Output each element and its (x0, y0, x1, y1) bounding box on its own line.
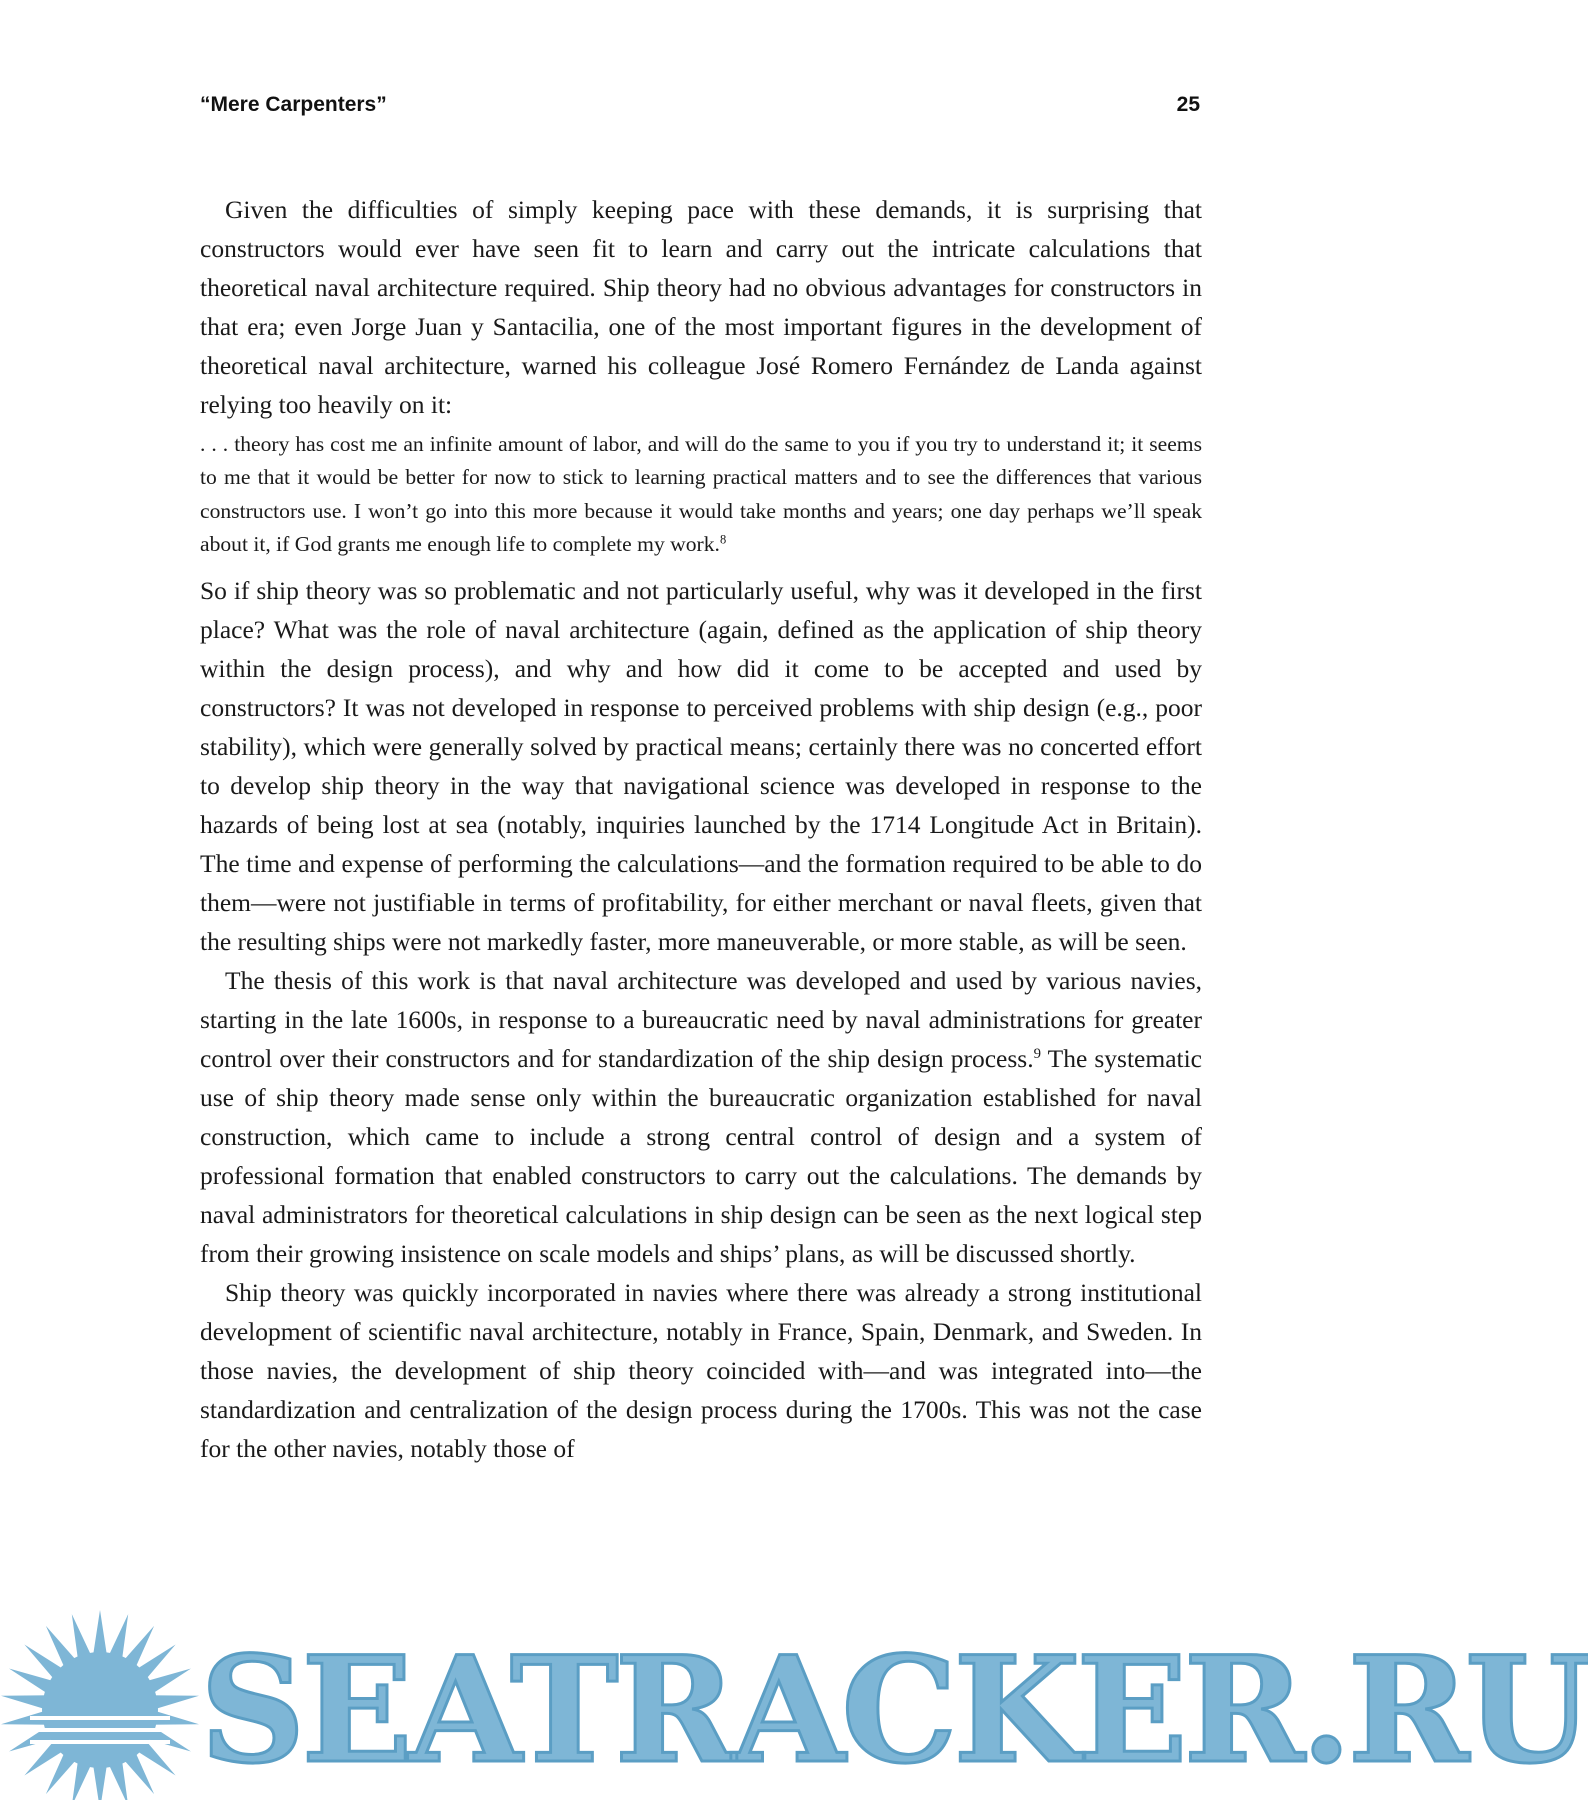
page-number: 25 (1176, 93, 1200, 116)
footnote-ref-9[interactable]: 9 (1033, 1045, 1041, 1062)
running-head (200, 93, 1200, 117)
paragraph-3-text-b: The systematic use of ship theory made sense only within the bureaucratic organization established for naval construction, which came to include a strong central control of design and a system of professional formation that enabled constructors to carry out the calculations. The demands by naval administrators for theoretical calculations in ship design can be seen as the next logical step from their growing insistence on scale models and ships’ plans, as will be discussed shortly. (200, 1043, 1202, 1268)
footnote-ref-8[interactable]: 8 (719, 532, 727, 547)
sun-stripe (30, 1740, 170, 1744)
paragraph-4: Ship theory was quickly incorporated in navies where there was already a strong institutional development of scientific naval architecture, notably in France, Spain, Denmark, and Sweden. In those navies, the development of ship theory coincided with—and was integrated into—the standardization and centralization of the design process during the 1700s. This was not the case for the other navies, notably those of (200, 1277, 1202, 1463)
paragraph-1: Given the difficulties of simply keeping pace with these demands, it is surprising that constructors would ever have seen fit to learn and carry out the intricate calculations that theoretical naval architecture required. Ship theory had no obvious advantages for constructors in that era; even Jorge Juan y Santacilia, one of the most important figures in the development of theoretical naval architecture, warned his colleague José Romero Fernández de Landa against relying too heavily on it: (200, 195, 1202, 419)
paragraph-3-text-a: The thesis of this work is that naval architecture was developed and used by various navies, starting in the late 1600s, in response to a bureaucratic need by naval administrations for greater control over their constructors and for standardization of the ship design process. (200, 965, 1202, 1073)
running-title: “Mere Carpenters” (200, 93, 387, 116)
watermark-text: SEATRACKER.RU (200, 1625, 1588, 1796)
paragraph-3 (200, 961, 1202, 1273)
sun-burst-icon (0, 1590, 210, 1800)
sun-stripe (30, 1728, 170, 1732)
block-quote (200, 428, 1202, 562)
body-text (200, 190, 1202, 1468)
quote-text: . . . theory has cost me an infinite amount of labor, and will do the same to you if you try to understand it; it seems to me that it would be better for now to stick to learning practical matters and to see the differences that various constructors use. I won’t go into this more because it would take months and years; one day perhaps we’ll speak about it, if God grants me enough life to complete my work. (200, 432, 1202, 557)
paragraph-2: So if ship theory was so problematic and not particularly useful, why was it developed in the first place? What was the role of naval architecture (again, defined as the application of ship theory within the design process), and why and how did it come to be accepted and used by constructors? It was not developed in response to perceived problems with ship design (e.g., poor stability), which were generally solved by practical means; certainly there was no concerted effort to develop ship theory in the way that navigational science was developed in response to the hazards of being lost at sea (notably, inquiries launched by the 1714 Longitude Act in Britain). The time and expense of performing the calculations—and the formation required to be able to do them—were not justifiable in terms of profitability, for either merchant or naval fleets, given that the resulting ships were not markedly faster, more maneuverable, or more stable, as will be seen. (200, 575, 1202, 956)
sun-disc (42, 1652, 158, 1768)
watermark (0, 1590, 1588, 1800)
sun-stripe (30, 1716, 170, 1720)
